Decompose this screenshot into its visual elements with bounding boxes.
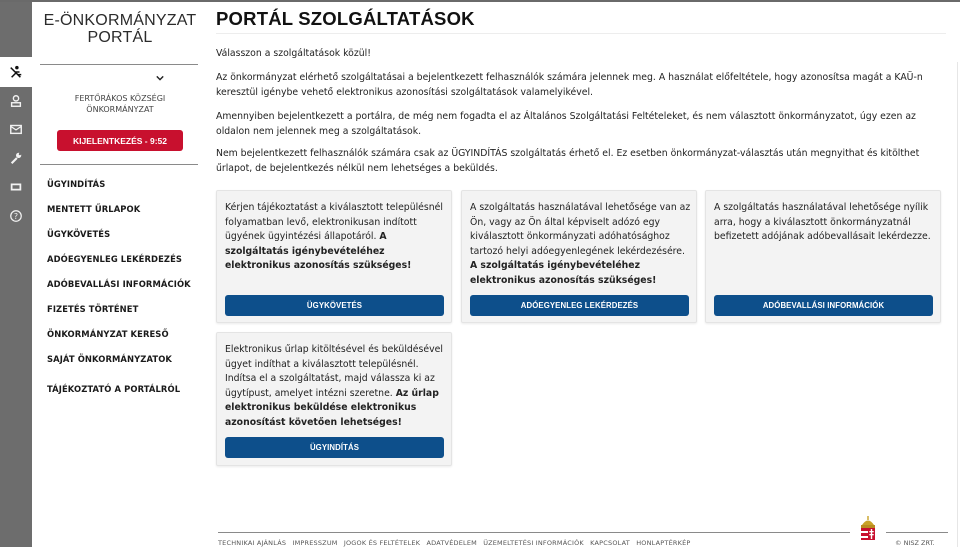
wrench-icon: [9, 151, 23, 165]
municipality-line-1: FERTŐRÁKOS KÖZSÉGI: [74, 94, 166, 103]
sidebar-item-mentett-urlapok[interactable]: MENTETT ŰRLAPOK: [47, 204, 141, 214]
sidebar-divider: [40, 64, 198, 65]
info-paragraph-login: Az önkormányzat elérhető szolgáltatásai a bejelentkezett felhasználók számára jelennek meg. A használat előfeltétele, hogy azonosítsa magát a KAÜ-n keresztül igénybe vehető elektronikus azonosítási szolgáltatások valamelyikével.: [216, 72, 923, 98]
service-card-ugykovetes: [216, 190, 452, 323]
card-description: Elektronikus űrlap kitöltésével és beküldésével ügyet indíthat a kiválasztott településnél. Indítsa el a szolgáltatást, majd válassza ki az ügytípust, amelyet intézni szeretne. Az űrlap elektronikus beküldése elektronikus azonosítást követően lehetséges!: [225, 344, 443, 428]
footer-links: [218, 539, 695, 547]
help-icon: [9, 209, 23, 223]
sidebar-item-adoegyenleg[interactable]: ADÓEGYENLEG LEKÉRDEZÉS: [47, 254, 183, 264]
settings-button[interactable]: [0, 145, 32, 171]
title-divider: [216, 33, 946, 34]
id-card-icon: [9, 180, 23, 194]
card-description: A szolgáltatás használatával lehetősége nyílik arra, hogy a kiválasztott önkormányzatnál befizetett adójának adóbevallásait lekérdezze.: [714, 202, 931, 242]
footer-link-jogok[interactable]: JOGOK ÉS FELTÉTELEK: [343, 539, 421, 547]
footer-link-adatvedelem[interactable]: ADATVÉDELEM: [426, 539, 477, 547]
sidebar-item-adobevallasi[interactable]: ADÓBEVALLÁSI INFORMÁCIÓK: [47, 279, 191, 289]
sidebar-item-tajekoztato[interactable]: TÁJÉKOZTATÓ A PORTÁLRÓL: [47, 384, 181, 394]
info-paragraph-guest: Nem bejelentkezett felhasználók számára csak az ÜGYINDÍTÁS szolgáltatás érhető el. Ez esetben önkormányzat-választás után megnyithat és kitölthet űrlapot, de bejelentkezés nélkül nem lehetséges a beküldés.: [216, 148, 920, 174]
sidebar-divider: [40, 164, 198, 165]
intro-paragraph: Válasszon a szolgáltatások közül!: [216, 48, 371, 59]
footer-divider: [886, 532, 948, 533]
ugyinditas-button[interactable]: ÜGYINDÍTÁS: [225, 437, 444, 458]
card-description: A szolgáltatás használatával lehetősége van az Ön, vagy az Ön által képviselt adózó egy kiválasztott önkormányzati adóhatósághoz tartozó helyi adóegyenlegének lekérdezésére. A szolgáltatás igénybevételéhez elektronikus azonosítás szükséges!: [470, 202, 691, 286]
help-button[interactable]: [0, 203, 32, 229]
id-card-button[interactable]: [0, 174, 32, 200]
copyright: © NISZ ZRT.: [895, 539, 935, 547]
logo-line-2: PORTÁL: [87, 29, 153, 46]
card-description: Kérjen tájékoztatást a kiválasztott településnél folyamatban levő, elektronikusan indított ügyének ügyintézési állapotáról. A szolgáltatás igénybevételéhez elektronikus azonosítás szükséges!: [225, 202, 443, 271]
info-paragraph-terms: Amennyiben bejelentkezett a portálra, de még nem fogadta el az Általános Szolgáltatási Feltételeket, és nem választott önkormányzatot, úgy ezen az oldalon nem jelennek meg a szolgáltatások.: [216, 111, 916, 137]
messages-button[interactable]: [0, 116, 32, 142]
footer-link-technikai-ajanlas[interactable]: TECHNIKAI AJÁNLÁS: [218, 539, 287, 547]
sidebar-item-sajat-onkormanyzatok[interactable]: SAJÁT ÖNKORMÁNYZATOK: [47, 354, 173, 364]
footer-link-kapcsolat[interactable]: KAPCSOLAT: [590, 539, 630, 547]
portal-logo[interactable]: [40, 12, 200, 46]
adobevallasi-informaciok-button[interactable]: ADÓBEVALLÁSI INFORMÁCIÓK: [714, 295, 933, 316]
profile-button[interactable]: [0, 88, 32, 114]
user-icon: [9, 94, 23, 108]
municipality-line-2: ÖNKORMÁNYZAT: [86, 105, 154, 114]
service-card-adobevallasi: [705, 190, 941, 323]
selected-municipality[interactable]: [40, 93, 200, 115]
footer-link-uzemeltetesi[interactable]: ÜZEMELTETÉSI INFORMÁCIÓK: [483, 539, 584, 547]
mail-icon: [9, 122, 23, 136]
adoegyenleg-lekerdezes-button[interactable]: ADÓEGYENLEG LEKÉRDEZÉS: [470, 295, 689, 316]
svg-text:?: ?: [13, 212, 19, 222]
logout-button[interactable]: KIJELENTKEZÉS - 9:52: [57, 130, 183, 151]
sidebar-item-onkormanyzat-kereso[interactable]: ÖNKORMÁNYZAT KERESŐ: [47, 329, 169, 339]
footer-divider: [218, 532, 850, 533]
sidebar-item-fizetes-tortenet[interactable]: FIZETÉS TÖRTÉNET: [47, 304, 139, 314]
sidebar-item-ugykovetes[interactable]: ÜGYKÖVETÉS: [47, 229, 111, 239]
accessibility-button[interactable]: [0, 57, 32, 87]
sidebar: [32, 2, 210, 547]
chevron-down-icon[interactable]: [156, 74, 166, 84]
icon-rail: [0, 2, 32, 547]
hungarian-coat-of-arms-icon: [858, 516, 878, 547]
footer-link-honlapterkep[interactable]: HONLAPTÉRKÉP: [636, 539, 691, 547]
page-title: PORTÁL SZOLGÁLTATÁSOK: [216, 8, 475, 29]
scrollbar-edge: [957, 62, 958, 547]
service-card-adoegyenleg: [461, 190, 697, 323]
accessibility-icon: [9, 65, 23, 79]
logo-line-1: E-ÖNKORMÁNYZAT: [43, 12, 197, 29]
service-card-ugyinditas: [216, 332, 452, 466]
sidebar-item-ugyinditas[interactable]: ÜGYINDÍTÁS: [47, 179, 106, 189]
sidebar-nav: [47, 178, 207, 408]
ugykovetes-button[interactable]: ÜGYKÖVETÉS: [225, 295, 444, 316]
footer-link-impresszum[interactable]: IMPRESSZUM: [292, 539, 338, 547]
